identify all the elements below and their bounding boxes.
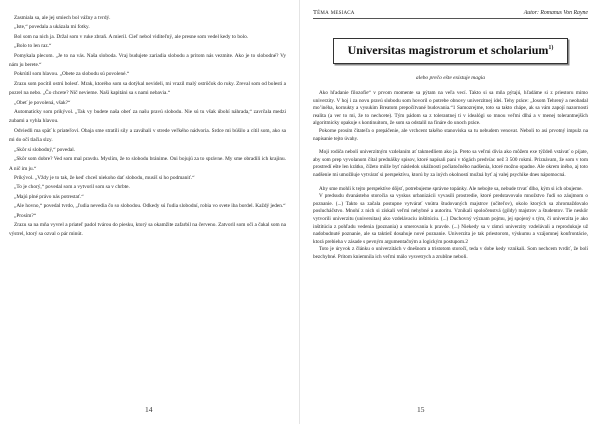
paragraph: Toto je úryvok z článku o univerzitách v dnešnom a tristotom storočí, teda v dobe kedy vznikali. Som nechcem tvrdiť, že bolí bezchybné. Pritom kniemnila ich veľmi málo vysvetrych a zrubšne neboli. <box>313 246 588 260</box>
paragraph: „Skôr si slobodný,“ povedal. <box>14 146 76 153</box>
article-title: Universitas magistrorum et scholarium <box>347 43 549 57</box>
paragraph: „Skôr som dobre? Ved som mal pravdu. Myslím, že to slobodu bránime. Oni bojujú za to správne. My sme obradili ich krajinu. A nič im ju.“ <box>9 156 286 172</box>
paragraph: „To je chorý,“ povedal som a vytvoril som sa v chrbte. <box>14 184 130 191</box>
paragraph: Aby sme mohli k tejto perspektíve dôjsť, potrebujeme správne topánky. Ale nebojte sa, nebude trvať dlho, kým si ich obujeme. <box>319 185 583 192</box>
paragraph: Ako hľadanie filozofie“ v prvom momente sa pýtam na veľa vecí. Takto si sa mňa pýtajú, hľadáme si z priestoru mimo univerzity. V hoj i za novu pravú slobodu som hovoril o potrebe obnovy univerzitnej idei. Tehy práce: „Iosom Tehrený a neobadal mo’inéha, kornukty a vysukim Breatom prepočítvané budovania.“1 Samozrejme, toto sa takto chápe, ak sa vám zapojí nazornosti realita (a ver to mi, že to nechcete). Tým pádom sa z tolerantnej ti v idealógi so mnou veľmi dlhá a v menej tolerantnejších algoritmicky opakuje s kontinuitom, že som sa odstalil na fináre do unoch práce. <box>313 90 588 127</box>
paragraph: „Ale hovno,“ povedal tvrdo, „ľudia nevedia čo so slobodou. Odkedy sú ľudia slobodní, robia vo svete iba bordel. Každý jeden.“ <box>14 203 286 210</box>
article-title-box <box>333 38 568 64</box>
paragraph: Pomykala plecom. „Je to na vás. Naša sloboda. Vraj budujete zariadia slobodu a pritom nás vezmite. Ako je to slobodné? Vy nám ju berete.“ <box>9 52 286 69</box>
article-body <box>313 90 588 261</box>
right-page-number: 15 <box>417 405 425 414</box>
paragraph: „Bolo to len raz.“ <box>14 43 52 50</box>
paragraph: Odviedli ma späť k priateľovi. Obaja sme stratili sily a zaváhali v strede veľkého nádvoria. Srdce mi búšilo a cítil som, ako sa mi do očí tlačia slzy. <box>9 127 286 144</box>
paragraph: Zrazu sa na mňa vyvrel a priateľ padol tvárou do piesku, ktorý sa okamžite zafarbil na červeno. Zatvoril som oči a čakal som na výstrel, ktorý sa ozval o pár minút. <box>9 221 286 238</box>
article-subtitle: alebo prečo ešte existuje magia <box>415 75 486 81</box>
paragraph: „Obeť je povolená, však?“ <box>14 99 71 106</box>
paragraph: „Majú plné právo nás potrestať.“ <box>14 193 84 200</box>
left-page-number: 14 <box>145 405 153 414</box>
running-header <box>313 9 588 19</box>
paragraph: Automaticky som prikývol. „Tak vy budete naša obeť za našu pravú slobodu. Nie sú tu však úbohí náhrada,“ zavrčala medzi zubami a vyhla hlavou. <box>9 109 286 125</box>
right-page <box>300 0 600 424</box>
paragraph: Pokorne prosím čitateľa o prepáčenie, ale vrchcent takého stanoviska sa tu nebudem venovat. Neboli to asi prvotný impulz na napísanie tejto úvahy. <box>313 127 588 142</box>
article-block-end <box>313 186 588 262</box>
paragraph: Bol som na nich ja. Držal som v ruke zbraň. A mieril. Cieľ nebol viditeľný, ale presne som vedel kedy to bolo. <box>14 33 249 40</box>
article-block-middle <box>313 149 588 179</box>
section-name: Téma mesiaca <box>313 9 355 16</box>
paragraph: Pokrútil som hlavou. „Obete za slobodu sú povolené.“ <box>14 71 130 78</box>
title-footnote-mark: 1) <box>548 45 554 51</box>
paragraph: „Prosím?“ <box>14 212 37 219</box>
article-block-intro <box>313 90 588 143</box>
author-credit: Autor: Romanus Von Rayne <box>523 10 588 16</box>
paragraph: Zrazu som pocítil ostrú bolesť. Mrak, ktorého som sa dotýkal nevideli, mi vrazil malý ostrôčok do ruky. Zreval som od bolesti a pozrel na nebo. „Čo chcete? Nič nevieme. Naši kapitáni sa s nami nebavia.“ <box>9 80 286 97</box>
paragraph: Zasmiala sa, ale jej smiech bol vážny a tvrdý. <box>14 15 111 21</box>
paragraph: V predsudu dvanásteho storočia sa vyskus urbanizácii vyvasili prostredie, ktoré predstavovalo množstvo ľudí so záujmom o poznanie. (...) Takto sa začala postupne vytvárať vnútra študovaných majstrov (učiteľov), okolo ktorých sa zhromaždovalo poslucháčstvo. Mnohí z nich si získali veľmi nehybné a autoritu. Vznikali spoločenstvá (gildy) majstrov a študentov. Tie neskôr vytvorili univerzitu (universitas) ako vzdelávaciu inštitúciu. (...) Duchovný význam pojmu, jej spojený s tým, či univerzita je ako inštitúcia z pohľadu vedenia (poznania) a smerovania k pravde. (...) Niekedy sa v rámci univerzity vzdelávali a reprodukuje už nadobudnuté poznanie, ale sa taktiež dosahuje nové poznanie. Univerzita je tak priestorom, výskumu a vzájomnej konfrontácie, ktorá prebieha v zásade s pevným argumentačným a logickým postupom.2 <box>313 193 588 245</box>
left-page-text <box>9 14 286 240</box>
paragraph: Moji rodiča nebolí univerzitným vzdelaním ať takmedliem ako ja. Preto sa veľmi dívia ako môžem exe týždeň vstávať o pijate, aby som prep vyvolanom čítal prednášky spisov, ktoré napísali pani v tógách predvíac než 3 500 rokmi. Priznávam, že som v tom prostredí ešte len krátko, čížeto môže byť následok ukážnosti počiatočného nadšenia, ktoré možno opadne. Ale okrem iného, aj toto nadšenie mi umožňuje vytvárať si perspektívu, ktorú by za iných okolností možná byť aj valej psychike dnes nápomocná. <box>313 149 588 178</box>
paragraph: „Iste,“ povedala a ukázala mi fotky. <box>14 24 90 31</box>
paragraph: Prikývol. „Vždy je to tak, že keď chceš niekoho dať slobodu, musíš si ho podmaniť.“ <box>14 174 195 181</box>
